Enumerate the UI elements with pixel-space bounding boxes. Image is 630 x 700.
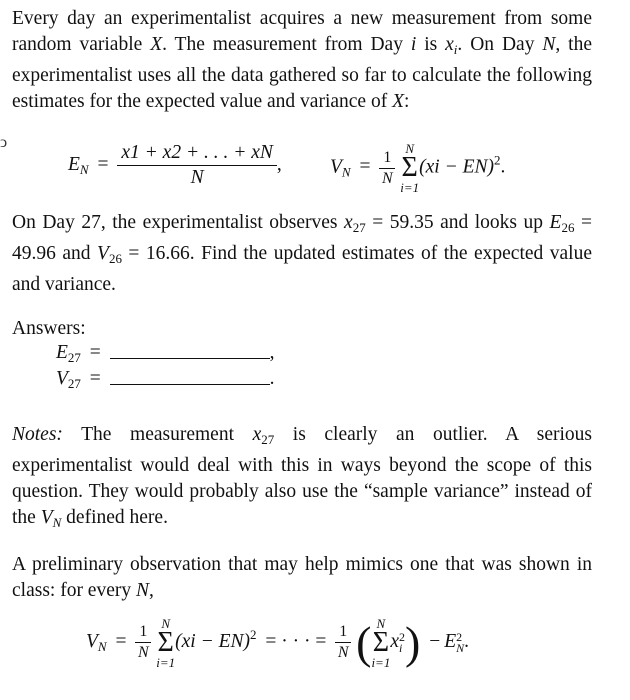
formula-variance: $V_N$ = $\frac{1}{N}$ N Σ i=1 (xi − EN)$^2$.	[330, 141, 506, 195]
formula-expected-value: $E_N$ = $\frac{x1 + x2 + . . . + xN}{N}$ ,	[68, 142, 282, 188]
margin-pen-mark: ↄ	[0, 134, 8, 151]
intro-paragraph: Every day an experimentalist acquires a new measurement from some random variable X. The measurement from Day i is $x_i$. On Day N, the experimentalist uses all the data gathered so far to calculate the following estimates for the expected value and variance of X:	[12, 8, 592, 112]
prelim-paragraph: A preliminary observation that may help mimics one that was shown in class: for every N,	[12, 554, 592, 601]
day27-paragraph: On Day 27, the experimentalist observes $x_{27} = 59.35$ and looks up $E_{26} = 49.96$ and $V_{26} = 16.66$. Find the updated estimates of the expected value and variance.	[12, 212, 593, 295]
answer-e27-row: $E_{27}$ = ,	[56, 342, 275, 365]
formula-variance-identity: $V_N$ = $\frac{1}{N}$ N Σ i=1 (xi − EN)$^2$ = · · · = $\frac{1}{N}$ ( N Σ i=1 x 2 i ) − E 2 N .	[86, 615, 469, 670]
answer-v27-blank[interactable]	[110, 368, 270, 385]
answer-v27-row: $V_{27}$ = .	[56, 368, 275, 391]
notes-paragraph: Notes: The measurement $x_{27}$ is clearly an outlier. A serious experimentalist would deal with this in ways beyond the scope of this question. They would probably also use the “sample variance” instead of the $V_N$ defined here.	[12, 424, 592, 530]
answer-e27-blank[interactable]	[110, 342, 270, 359]
answers-heading: Answers:	[12, 318, 86, 339]
